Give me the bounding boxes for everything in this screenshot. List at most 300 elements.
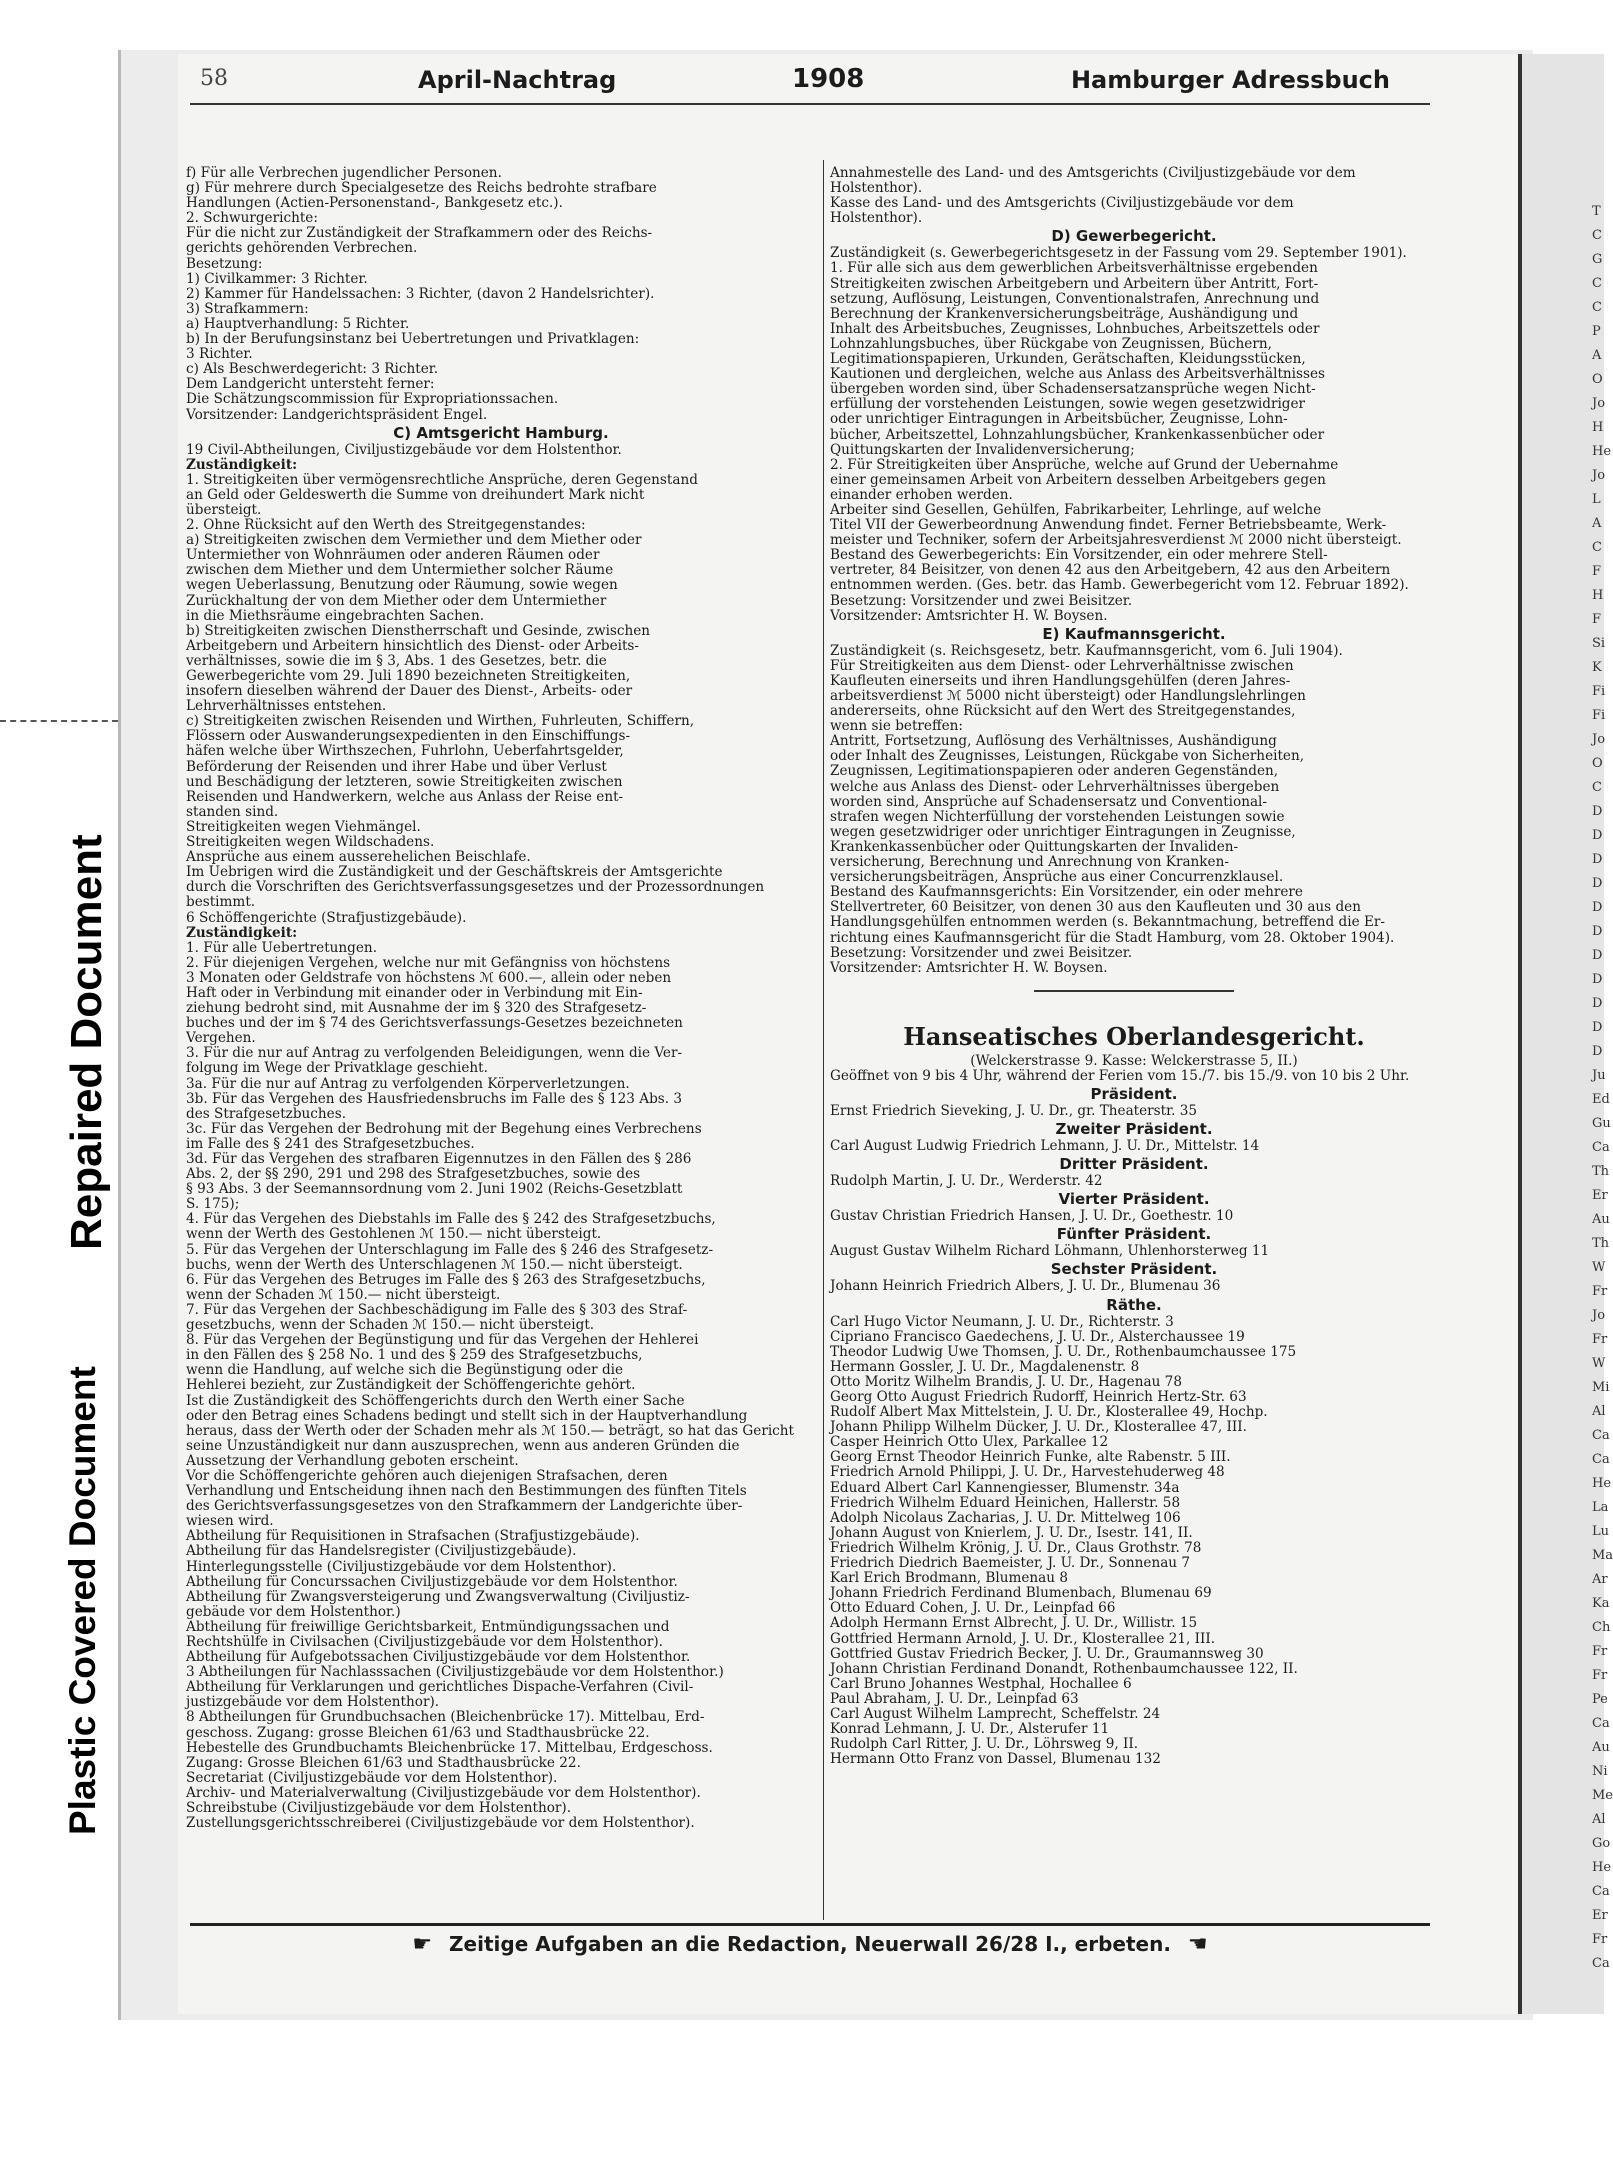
header-right-title: Hamburger Adressbuch (1070, 66, 1390, 94)
text-line: Abtheilung für Concurssachen Civiljustizgebäude vor dem Holstenthor. (186, 1573, 678, 1590)
text-line: Flössern oder Auswanderungsexpedienten in den Einschiffungs- (186, 728, 631, 745)
text-line: c) Streitigkeiten zwischen Reisenden und Wirthen, Fuhrleuten, Schiffern, (186, 713, 695, 730)
edge-text-fragment: H (1592, 420, 1604, 435)
text-line: Abtheilung für Aufgebotssachen Civiljustizgebäude vor dem Holstenthor. (186, 1649, 691, 1666)
text-line: Ernst Friedrich Sieveking, J. U. Dr., gr. Theaterstr. 35 (830, 1102, 1198, 1119)
text-line: Im Uebrigen wird die Zuständigkeit und der Geschäftskreis der Amtsgerichte (186, 864, 723, 881)
edge-text-fragment: D (1592, 900, 1603, 915)
text-line: 1. Streitigkeiten über vermögensrechtliche Ansprüche, deren Gegenstand (186, 471, 698, 488)
edge-text-fragment: D (1592, 852, 1603, 867)
edge-text-fragment: Ca (1592, 1452, 1610, 1467)
edge-text-fragment: D (1592, 828, 1603, 843)
edge-text-fragment: Ju (1592, 1068, 1606, 1083)
text-line: Stellvertreter, 60 Beisitzer, von denen 30 aus den Kaufleuten und 30 aus den (830, 899, 1361, 916)
text-line: S. 175); (186, 1196, 240, 1213)
text-line: Johann Philipp Wilhelm Dücker, J. U. Dr., Klosterallee 47, III. (830, 1419, 1247, 1436)
text-line: § 93 Abs. 3 der Seemannsordnung vom 2. Juni 1902 (Reichs-Gesetzblatt (186, 1181, 683, 1198)
text-line: 2. Ohne Rücksicht auf den Werth des Streitgegenstandes: (186, 517, 586, 534)
text-line: Johann Heinrich Friedrich Albers, J. U. Dr., Blumenau 36 (830, 1278, 1221, 1295)
text-line: Handlungsgehülfen entnommen werden (s. Bekanntmachung, betreffend die Er- (830, 914, 1385, 931)
text-line: einander erhoben werden. (830, 486, 1013, 503)
edge-text-fragment: C (1592, 228, 1602, 243)
text-line: Kaufleuten einerseits und ihren Handlungsgehülfen (deren Jahres- (830, 672, 1291, 689)
text-line: worden sind, Ansprüche auf Schadensersatz und Conventional- (830, 793, 1267, 810)
edge-text-fragment: Ch (1592, 1620, 1611, 1635)
text-line: Friedrich Wilhelm Krönig, J. U. Dr., Claus Grothstr. 78 (830, 1539, 1202, 1556)
text-line: Zuständigkeit: (186, 456, 298, 473)
edge-text-fragment: T (1592, 204, 1601, 219)
text-line: Zuständigkeit: (186, 924, 298, 941)
text-line: b) Streitigkeiten zwischen Dienstherrschaft und Gesinde, zwischen (186, 622, 651, 639)
cut-line-divider (0, 720, 118, 722)
edge-text-fragment: Jo (1592, 1308, 1606, 1323)
edge-text-fragment: G (1592, 252, 1603, 267)
text-line: Haft oder in Verbindung mit einander oder in Verbindung mit Ein- (186, 984, 643, 1001)
text-line: Lohnzahlungsbuches, über Rückgabe von Zeugnissen, Büchern, (830, 335, 1272, 352)
text-line: Gewerbegerichte vom 29. Juli 1890 bezeichneten Streitigkeiten, (186, 668, 631, 684)
text-line: Georg Ernst Theodor Heinrich Funke, alte Rabenstr. 5 III. (830, 1449, 1231, 1466)
text-line: Abs. 2, der §§ 290, 291 und 298 des Strafgesetzbuches, sowie des (186, 1166, 641, 1183)
text-line: zwischen dem Miether und dem Untermiether solcher Räume (186, 562, 614, 579)
edge-text-fragment: Au (1592, 1212, 1610, 1227)
edge-text-fragment: O (1592, 372, 1603, 387)
text-line: g) Für mehrere durch Specialgesetze des Reichs bedrohte strafbare (186, 180, 657, 197)
section-divider (830, 990, 1438, 1020)
text-line: oder Inhalt des Zeugnisses, Leistungen, Rückgabe von Sicherheiten, (830, 748, 1305, 765)
text-line: Abtheilung für das Handelsregister (Civiljustizgebäude). (186, 1543, 577, 1560)
text-line: Bestand des Gewerbegerichts: Ein Vorsitzender, ein oder mehrere Stell- (830, 547, 1328, 564)
text-line: wenn die Handlung, auf welche sich die Begünstigung oder die (186, 1362, 624, 1379)
text-line: f) Für alle Verbrechen jugendlicher Personen. (186, 165, 502, 181)
text-line: 1) Civilkammer: 3 Richter. (186, 270, 368, 287)
plastic-covered-label: Plastic Covered Document (62, 1366, 103, 1835)
text-line: folgung im Wege der Privatklage geschieht. (186, 1060, 488, 1077)
header-year: 1908 (792, 64, 865, 94)
text-line: Friedrich Wilhelm Eduard Heinichen, Hallerstr. 58 (830, 1494, 1181, 1511)
edge-text-fragment: Jo (1592, 732, 1606, 747)
text-line: 3 Richter. (186, 346, 253, 363)
text-line: Rudolf Albert Max Mittelstein, J. U. Dr., Klosterallee 49, Hochp. (830, 1404, 1268, 1421)
text-line: gebäude vor dem Holstenthor.) (186, 1603, 401, 1620)
edge-text-fragment: He (1592, 444, 1612, 459)
text-line: Archiv- und Materialverwaltung (Civiljustizgebäude vor dem Holstenthor). (186, 1784, 701, 1801)
edge-text-fragment: W (1592, 1356, 1606, 1371)
text-line: wenn der Werth des Gestohlenen ℳ 150.— nicht übersteigt. (186, 1226, 602, 1243)
text-line: Abtheilung für Verklarungen und gerichtliches Dispache-Verfahren (Civil- (186, 1679, 694, 1696)
text-line: 3b. Für das Vergehen des Hausfriedensbruchs im Falle des § 123 Abs. 3 (186, 1090, 683, 1107)
text-line: Friedrich Arnold Philippi, J. U. Dr., Harvestehuderweg 48 (830, 1464, 1225, 1481)
text-line: verhältnisses, sowie die im § 3, Abs. 1 des Gesetzes, betr. die (186, 652, 607, 669)
text-line: 2) Kammer für Handelssachen: 3 Richter, (davon 2 Handelsrichter). (186, 285, 655, 302)
section-heading: D) Gewerbegericht. (1051, 227, 1217, 246)
text-line: a) Hauptverhandlung: 5 Richter. (186, 315, 410, 332)
text-line: Hermann Otto Franz von Dassel, Blumenau 132 (830, 1751, 1161, 1768)
text-line: Vorsitzender: Landgerichtspräsident Engel. (186, 406, 488, 423)
edge-text-fragment: K (1592, 660, 1602, 675)
text-line: 3. Für die nur auf Antrag zu verfolgenden Beleidigungen, wenn die Ver- (186, 1045, 683, 1062)
text-line: einer gemeinsamen Arbeit von Arbeitern desselben Arbeitgebers gegen (830, 471, 1326, 488)
edge-text-fragment: Jo (1592, 468, 1606, 483)
text-line: des Strafgesetzbuches. (186, 1105, 347, 1122)
text-line: 3 Abtheilungen für Nachlasssachen (Civiljustizgebäude vor dem Holstenthor.) (186, 1664, 724, 1681)
text-line: 3a. Für die nur auf Antrag zu verfolgenden Körperverletzungen. (186, 1075, 630, 1092)
edge-text-fragment: He (1592, 1860, 1612, 1875)
text-line: Zurückhaltung der von dem Miether oder dem Untermiether (186, 592, 607, 609)
edge-text-fragment: Fr (1592, 1932, 1608, 1947)
section-heading: Fünfter Präsident. (1056, 1225, 1212, 1244)
edge-text-fragment: Fr (1592, 1332, 1608, 1347)
edge-text-fragment: D (1592, 876, 1603, 891)
text-line: 8. Für das Vergehen der Begünstigung und für das Vergehen der Hehlerei (186, 1332, 699, 1349)
text-line: Ansprüche aus einem ausserehelichen Beischlafe. (186, 849, 531, 866)
edge-text-fragment: L (1592, 492, 1601, 507)
edge-text-fragment: Ca (1592, 1956, 1610, 1971)
text-line: Verhandlung und Entscheidung ihnen nach den Bestimmungen des fünften Titels (186, 1483, 747, 1500)
text-line: a) Streitigkeiten zwischen dem Vermiether und dem Miether oder (186, 532, 642, 549)
text-line: Rudolph Carl Ritter, J. U. Dr., Löhrsweg 9, II. (830, 1736, 1139, 1753)
text-line: Konrad Lehmann, J. U. Dr., Alsterufer 11 (830, 1721, 1110, 1738)
edge-text-fragment: Si (1592, 636, 1606, 651)
section-heading: E) Kaufmannsgericht. (1042, 624, 1226, 643)
text-line: Friedrich Diedrich Baemeister, J. U. Dr., Sonnenau 7 (830, 1555, 1191, 1572)
text-line: Georg Otto August Friedrich Rudorff, Heinrich Hertz-Str. 63 (830, 1389, 1247, 1405)
text-line: Aussetzung der Verhandlung geboten erscheint. (186, 1452, 519, 1469)
section-heading: Vierter Präsident. (1058, 1190, 1210, 1209)
text-line: Untermiether von Wohnräumen oder anderen Räumen oder (186, 547, 600, 564)
text-line: Rechtshülfe in Civilsachen (Civiljustizgebäude vor dem Holstenthor). (186, 1634, 663, 1650)
edge-text-fragment: Th (1592, 1164, 1610, 1179)
text-line: Rudolph Martin, J. U. Dr., Werderstr. 42 (830, 1173, 1103, 1190)
text-line: buches und der im § 74 des Gerichtsverfassungs-Gesetzes bezeichneten (186, 1015, 683, 1032)
pointing-hand-icon: ☛ (412, 1932, 433, 1957)
text-line: 3 Monaten oder Geldstrafe von höchstens ℳ 600.—, allein oder neben (186, 969, 672, 986)
text-line: Hehlerei bezieht, zur Zuständigkeit der Schöffengerichte gehört. (186, 1377, 636, 1394)
text-line: Carl August Ludwig Friedrich Lehmann, J. U. Dr., Mittelstr. 14 (830, 1138, 1260, 1155)
text-line: Eduard Albert Carl Kannengiesser, Blumenstr. 34a (830, 1479, 1180, 1496)
text-line: Geöffnet von 9 bis 4 Uhr, während der Ferien vom 15./7. bis 15./9. von 10 bis 2 Uhr. (830, 1067, 1410, 1084)
text-line: Johann August von Knierlem, J. U. Dr., Isestr. 141, II. (830, 1524, 1193, 1541)
left-column (186, 166, 816, 1831)
text-line: 5. Für das Vergehen der Unterschlagung im Falle des § 246 des Strafgesetz- (186, 1241, 714, 1258)
text-line: Für die nicht zur Zuständigkeit der Strafkammern oder des Reichs- (186, 225, 653, 242)
edge-text-fragment: Ca (1592, 1428, 1610, 1443)
text-line: standen sind. (186, 803, 279, 820)
text-line: Holstenthor). (830, 180, 923, 197)
edge-text-fragment: Ni (1592, 1764, 1608, 1779)
edge-text-fragment: C (1592, 276, 1602, 291)
edge-text-fragment: Al (1592, 1812, 1606, 1827)
text-line: Arbeitgebern und Arbeitern hinsichtlich des Dienst- oder Arbeits- (186, 637, 639, 654)
text-line: 3) Strafkammern: (186, 300, 309, 317)
text-line: vertreter, 84 Beisitzer, von denen 42 aus den Arbeitgebern, 42 aus den Arbeitern (830, 562, 1391, 579)
text-line: Otto Moritz Wilhelm Brandis, J. U. Dr., Hagenau 78 (830, 1373, 1182, 1390)
edge-text-fragment: D (1592, 948, 1603, 963)
text-line: Abtheilung für Requisitionen in Strafsachen (Strafjustizgebäude). (186, 1528, 640, 1545)
text-line: arbeitsverdienst ℳ 5000 nicht übersteigt) oder Handlungslehrlingen (830, 688, 1306, 704)
text-line: Karl Erich Brodmann, Blumenau 8 (830, 1570, 1069, 1587)
text-line: Zeugnissen, Legitimationspapieren oder anderen Gegenständen, (830, 763, 1279, 780)
text-line: versicherung, Berechnung und Anrechnung von Kranken- (830, 854, 1229, 871)
edge-text-fragment: Th (1592, 1236, 1610, 1251)
edge-text-fragment: C (1592, 300, 1602, 315)
edge-text-fragment: C (1592, 540, 1602, 555)
text-line: Gottfried Gustav Friedrich Becker, J. U. Dr., Graumannsweg 30 (830, 1645, 1264, 1662)
text-line: Vorsitzender: Amtsrichter H. W. Boysen. (830, 959, 1108, 976)
text-line: 6 Schöffengerichte (Strafjustizgebäude). (186, 909, 467, 926)
text-line: Handlungen (Actien-Personenstand-, Bankgesetz etc.). (186, 195, 563, 212)
text-line: oder unrichtiger Eintragungen in Arbeitsbücher, Zeugnisse, Lohn- (830, 411, 1288, 428)
text-line: Otto Eduard Cohen, J. U. Dr., Leinpfad 66 (830, 1600, 1116, 1617)
text-line: seine Unzuständigkeit nur dann auszusprechen, wenn aus anderen Gründen die (186, 1437, 740, 1454)
text-line: Inhalt des Arbeitsbuches, Zeugnisses, Lohnbuches, Arbeitszettels oder (830, 320, 1320, 337)
edge-text-fragment: Au (1592, 1740, 1610, 1755)
text-line: c) Als Beschwerdegericht: 3 Richter. (186, 361, 439, 378)
header-rule (190, 103, 1430, 105)
text-line: Annahmestelle des Land- und des Amtsgerichts (Civiljustizgebäude vor dem (830, 165, 1356, 181)
text-line: Reisenden und Handwerkern, welche aus Anlass der Reise ent- (186, 788, 624, 805)
text-line: Gottfried Hermann Arnold, J. U. Dr., Klosterallee 21, III. (830, 1630, 1216, 1647)
text-line: 8 Abtheilungen für Grundbuchsachen (Bleichenbrücke 17). Mittelbau, Erd- (186, 1709, 705, 1726)
edge-text-fragment: Mi (1592, 1380, 1610, 1395)
text-line: Vergehen. (186, 1030, 256, 1047)
section-heading: Zweiter Präsident. (1055, 1120, 1213, 1139)
text-line: Kasse des Land- und des Amtsgerichts (Civiljustizgebäude vor dem (830, 195, 1294, 212)
column-divider (823, 160, 824, 1920)
text-line: richtung eines Kaufmannsgericht für die Stadt Hamburg, vom 28. Oktober 1904). (830, 929, 1395, 946)
text-line: Quittungskarten der Invalidenversicherung; (830, 441, 1135, 458)
text-line: 4. Für das Vergehen des Diebstahls im Falle des § 242 des Strafgesetzbuchs, (186, 1211, 716, 1228)
text-line: Arbeiter sind Gesellen, Gehülfen, Fabrikarbeiter, Lehrlinge, auf welche (830, 501, 1322, 518)
text-line: Bestand des Kaufmannsgerichts: Ein Vorsitzender, ein oder mehrere (830, 884, 1303, 901)
text-line: Besetzung: Vorsitzender und zwei Beisitzer. (830, 944, 1133, 961)
text-line: Theodor Ludwig Uwe Thomsen, J. U. Dr., Rothenbaumchaussee 175 (830, 1343, 1297, 1360)
text-line: wiesen wird. (186, 1513, 274, 1530)
text-line: im Falle des § 241 des Strafgesetzbuches. (186, 1135, 475, 1152)
text-line: Secretariat (Civiljustizgebäude vor dem Holstenthor). (186, 1769, 558, 1786)
edge-text-fragment: Ar (1592, 1572, 1608, 1587)
page-footer (190, 1932, 1430, 1957)
text-line: 19 Civil-Abtheilungen, Civiljustizgebäude vor dem Holstenthor. (186, 441, 622, 458)
text-line: häfen welche über Wirthszechen, Fuhrlohn, Ueberfahrtsgelder, (186, 743, 624, 760)
section-heading: C) Amtsgericht Hamburg. (393, 423, 609, 442)
edge-text-fragment: D (1592, 924, 1603, 939)
text-line: Cipriano Francisco Gaedechens, J. U. Dr., Alsterchaussee 19 (830, 1328, 1245, 1345)
text-line: an Geld oder Geldeswerth die Summe von dreihundert Mark nicht (186, 486, 645, 503)
section-heading: Präsident. (1090, 1084, 1178, 1103)
text-line: in den Fällen des § 258 No. 1 und des § 259 des Strafgesetzbuchs, (186, 1347, 643, 1364)
edge-text-fragment: La (1592, 1500, 1609, 1515)
text-line: Johann Christian Ferdinand Donandt, Rothenbaumchaussee 122, II. (830, 1660, 1298, 1677)
right-column (830, 166, 1438, 1767)
edge-text-fragment: P (1592, 324, 1601, 339)
text-line: Legitimationspapieren, Urkunden, Gerätschaften, Kleidungsstücken, (830, 351, 1306, 368)
header-left-title: April-Nachtrag (418, 66, 617, 94)
edge-text-fragment: Al (1592, 1404, 1606, 1419)
edge-text-fragment: D (1592, 1044, 1603, 1059)
text-line: buchs, wenn der Werth des Unterschlagenen ℳ 150.— nicht übersteigt. (186, 1256, 683, 1273)
repaired-document-label: Repaired Document (62, 834, 111, 1250)
edge-text-fragment: Fr (1592, 1284, 1608, 1299)
text-line: Ist die Zuständigkeit des Schöffengerichts durch den Werth einer Sache (186, 1392, 685, 1409)
text-line: Adolph Hermann Ernst Albrecht, J. U. Dr., Willistr. 15 (830, 1615, 1198, 1632)
section-heading: Hanseatisches Oberlandesgericht. (903, 1021, 1365, 1051)
text-line: August Gustav Wilhelm Richard Löhmann, Uhlenhorsterweg 11 (830, 1243, 1270, 1260)
text-line: Abtheilung für freiwillige Gerichtsbarkeit, Entmündigungssachen und (186, 1618, 670, 1635)
edge-text-fragment: Ca (1592, 1716, 1610, 1731)
text-line: Carl Bruno Johannes Westphal, Hochallee 6 (830, 1675, 1132, 1692)
edge-text-fragment: F (1592, 612, 1602, 627)
text-line: Streitigkeiten wegen Wildschadens. (186, 834, 435, 851)
text-line: Carl August Wilhelm Lamprecht, Scheffelstr. 24 (830, 1705, 1161, 1722)
edge-text-fragment: Lu (1592, 1524, 1610, 1539)
text-line: 3d. Für das Vergehen des strafbaren Eigennutzes in den Fällen des § 286 (186, 1151, 692, 1167)
edge-text-fragment: Er (1592, 1908, 1608, 1923)
text-line: wenn sie betreffen: (830, 718, 963, 735)
text-line: 7. Für das Vergehen der Sachbeschädigung im Falle des § 303 des Straf- (186, 1301, 688, 1318)
text-line: Carl Hugo Victor Neumann, J. U. Dr., Richterstr. 3 (830, 1313, 1174, 1330)
text-line: Zuständigkeit (s. Gewerbegerichtsgesetz in der Fassung vom 29. September 1901). (830, 245, 1407, 262)
section-heading: Sechster Präsident. (1050, 1260, 1218, 1279)
edge-text-fragment: D (1592, 804, 1603, 819)
text-line: Streitigkeiten zwischen Arbeitgebern und Arbeitern über Antritt, Fort- (830, 275, 1319, 292)
edge-text-fragment: Fi (1592, 684, 1606, 699)
edge-text-fragment: Fr (1592, 1668, 1608, 1683)
text-line: gerichts gehörenden Verbrechen. (186, 240, 418, 257)
edge-text-fragment: Ma (1592, 1548, 1613, 1563)
edge-text-fragment: A (1592, 516, 1602, 531)
edge-text-fragment: A (1592, 348, 1602, 363)
text-line: wegen Ueberlassung, Benutzung oder Räumung, sowie wegen (186, 577, 618, 594)
text-line: welche aus Anlass des Dienst- oder Lehrverhältnisses übergeben (830, 778, 1280, 795)
text-line: entnommen werden. (Ges. betr. das Hamb. Gewerbegericht vom 12. Februar 1892). (830, 577, 1409, 594)
text-line: Paul Abraham, J. U. Dr., Leinpfad 63 (830, 1690, 1079, 1707)
text-line: Beförderung der Reisenden und ihrer Habe und über Verlust (186, 758, 607, 775)
text-line: 3c. Für das Vergehen der Bedrohung mit der Begehung eines Verbrechens (186, 1120, 702, 1137)
text-line: Besetzung: Vorsitzender und zwei Beisitzer. (830, 592, 1133, 609)
text-line: Vor die Schöffengerichte gehören auch diejenigen Strafsachen, deren (186, 1467, 668, 1484)
text-line: bestimmt. (186, 894, 256, 911)
text-line: Schreibstube (Civiljustizgebäude vor dem Holstenthor). (186, 1800, 572, 1817)
text-line: des Gerichtsverfassungsgesetzes von den Strafkammern der Landgerichte über- (186, 1498, 743, 1515)
text-line: Für Streitigkeiten aus dem Dienst- oder Lehrverhältnisse zwischen (830, 657, 1294, 674)
text-line: Abtheilung für Zwangsversteigerung und Zwangsverwaltung (Civiljustiz- (186, 1588, 690, 1605)
text-line: Die Schätzungscommission für Expropriationssachen. (186, 391, 559, 408)
text-line: Holstenthor). (830, 210, 923, 227)
edge-text-fragment: Gu (1592, 1116, 1611, 1131)
text-line: Hinterlegungsstelle (Civiljustizgebäude vor dem Holstenthor). (186, 1558, 617, 1575)
footer-text: Zeitige Aufgaben an die Redaction, Neuerwall 26/28 I., erbeten. (449, 1932, 1171, 1956)
text-line: 6. Für das Vergehen des Betruges im Falle des § 263 des Strafgesetzbuchs, (186, 1271, 706, 1288)
text-line: geschoss. Zugang: grosse Bleichen 61/63 und Stadthausbrücke 22. (186, 1724, 650, 1741)
text-line: Zugang: Grosse Bleichen 61/63 und Stadthausbrücke 22. (186, 1754, 581, 1771)
text-line: Berechnung der Krankenversicherungsbeiträge, Aushändigung und (830, 305, 1299, 322)
text-line: Gustav Christian Friedrich Hansen, J. U. Dr., Goethestr. 10 (830, 1208, 1234, 1225)
text-line: Casper Heinrich Otto Ulex, Parkallee 12 (830, 1434, 1109, 1451)
text-line: Antritt, Fortsetzung, Auflösung des Verhältnisses, Aushändigung (830, 733, 1277, 750)
text-line: Titel VII der Gewerbeordnung Anwendung findet. Ferner Betriebsbeamte, Werk- (830, 517, 1387, 534)
text-line: wenn der Schaden ℳ 150.— nicht übersteigt. (186, 1286, 501, 1303)
text-line: Johann Friedrich Ferdinand Blumenbach, Blumenau 69 (830, 1585, 1212, 1602)
edge-text-fragment: Ca (1592, 1884, 1610, 1899)
edge-text-fragment: D (1592, 972, 1603, 987)
edge-text-fragment: H (1592, 588, 1604, 603)
text-line: wegen gesetzwidriger oder unrichtiger Eintragungen in Zeugnisse, (830, 823, 1296, 840)
text-line: andererseits, ohne Rücksicht auf den Wert des Streitgegenstandes, (830, 703, 1296, 720)
text-line: 2. Für diejenigen Vergehen, welche nur mit Gefängniss von höchstens (186, 954, 671, 971)
text-line: justizgebäude vor dem Holstenthor). (186, 1694, 440, 1711)
text-line: 1. Für alle sich aus dem gewerblichen Arbeitsverhältnisse ergebenden (830, 260, 1318, 277)
text-line: übergeben worden sind, über Schadensersatzansprüche wegen Nicht- (830, 381, 1316, 398)
edge-text-fragment: Fi (1592, 708, 1606, 723)
text-line: erfüllung der vorstehenden Leistungen, sowie wegen gesetzwidriger (830, 396, 1306, 413)
text-line: durch die Vorschriften des Gerichtsverfassungsgesetzes und der Prozessordnungen (186, 879, 765, 896)
text-line: Zustellungsgerichtsschreiberei (Civiljustizgebäude vor dem Holstenthor). (186, 1815, 695, 1832)
edge-text-fragment: D (1592, 996, 1603, 1011)
text-line: setzung, Auflösung, Leistungen, Conventionalstrafen, Anrechnung und (830, 290, 1320, 307)
text-line: übersteigt. (186, 501, 262, 518)
footer-rule (190, 1923, 1430, 1926)
text-line: 1. Für alle Uebertretungen. (186, 939, 378, 956)
text-line: Kautionen und dergleichen, welche aus Anlass des Arbeitsverhältnisses (830, 366, 1325, 383)
page-number: 58 (200, 66, 228, 91)
edge-text-fragment: C (1592, 780, 1602, 795)
text-line: gesetzbuchs, wenn der Schaden ℳ 150.— nicht übersteigt. (186, 1317, 595, 1334)
text-line: Hermann Gossler, J. U. Dr., Magdalenenstr. 8 (830, 1358, 1140, 1375)
text-line: versicherungsbeiträgen, Ansprüche aus einer Concurrenzklausel. (830, 869, 1284, 886)
edge-text-fragment: Er (1592, 1188, 1608, 1203)
text-line: Streitigkeiten wegen Viehmängel. (186, 818, 421, 835)
text-line: heraus, dass der Werth oder der Schaden mehr als ℳ 150.— beträgt, so hat das Gericht (186, 1422, 795, 1439)
section-heading: Räthe. (1106, 1295, 1162, 1314)
pointing-hand-icon: ☚ (1187, 1932, 1208, 1957)
text-line: oder den Betrag eines Schadens bedingt und stellt sich in der Hauptverhandlung (186, 1407, 748, 1424)
text-line: Lehrverhältnisses entstehen. (186, 698, 387, 715)
text-line: und Beschädigung der letzteren, sowie Streitigkeiten zwischen (186, 773, 623, 790)
text-line: insofern dieselben während der Dauer des Dienst-, Arbeits- oder (186, 683, 633, 700)
edge-text-fragment: F (1592, 564, 1602, 579)
edge-text-fragment: Ca (1592, 1140, 1610, 1155)
section-heading: Dritter Präsident. (1059, 1155, 1209, 1174)
text-line: in die Miethsräume eingebrachten Sachen. (186, 607, 485, 624)
edge-text-fragment: Me (1592, 1788, 1613, 1803)
text-line: 2. Schwurgerichte: (186, 210, 318, 227)
edge-text-fragment: D (1592, 1020, 1603, 1035)
text-line: meister und Techniker, sofern der Arbeitsjahresverdienst ℳ 2000 nicht übersteigt. (830, 532, 1402, 549)
text-line: Dem Landgericht untersteht ferner: (186, 376, 435, 393)
text-line: Zuständigkeit (s. Reichsgesetz, betr. Kaufmannsgericht, vom 6. Juli 1904). (830, 642, 1343, 659)
text-line: Hebestelle des Grundbuchamts Bleichenbrücke 17. Mittelbau, Erdgeschoss. (186, 1739, 713, 1756)
text-line: ziehung bedroht sind, mit Ausnahme der im § 320 des Strafgesetz- (186, 1000, 647, 1017)
edge-text-fragment: Fr (1592, 1644, 1608, 1659)
edge-text-fragment: W (1592, 1260, 1606, 1275)
edge-text-fragment: He (1592, 1476, 1612, 1491)
text-line: (Welckerstrasse 9. Kasse: Welckerstrasse 5, II.) (970, 1052, 1298, 1069)
edge-text-fragment: O (1592, 756, 1603, 771)
text-line: Vorsitzender: Amtsrichter H. W. Boysen. (830, 607, 1108, 624)
text-line: Adolph Nicolaus Zacharias, J. U. Dr. Mittelweg 106 (830, 1509, 1181, 1526)
edge-text-fragment: Go (1592, 1836, 1611, 1851)
edge-text-fragment: Ed (1592, 1092, 1610, 1107)
text-line: b) In der Berufungsinstanz bei Uebertretungen und Privatklagen: (186, 331, 640, 348)
edge-text-fragment: Pe (1592, 1692, 1608, 1707)
edge-text-fragment: Ka (1592, 1596, 1610, 1611)
page-header (200, 58, 1420, 98)
text-line: Besetzung: (186, 255, 263, 272)
text-line: bücher, Arbeitszettel, Lohnzahlungsbücher, Krankenkassenbücher oder (830, 426, 1325, 443)
text-line: Krankenkassenbücher oder Quittungskarten der Invaliden- (830, 838, 1239, 855)
text-line: strafen wegen Nichterfüllung der vorstehenden Leistungen sowie (830, 808, 1285, 825)
adjacent-page-edge (1518, 54, 1613, 2014)
